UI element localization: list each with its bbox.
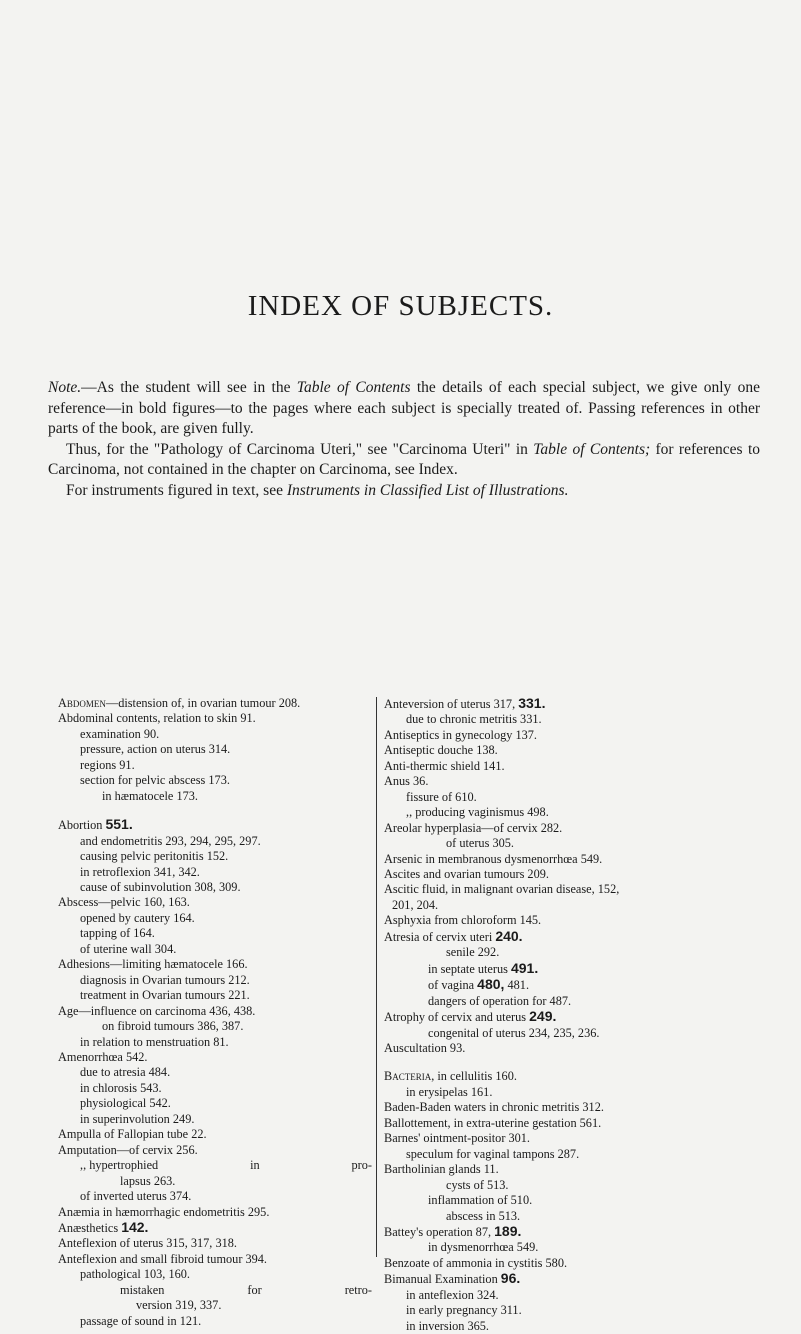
index-column-left bbox=[58, 696, 372, 1329]
index-subentry: lapsus 263. bbox=[120, 1173, 176, 1188]
index-subentry: causing pelvic peritonitis 152. bbox=[80, 849, 229, 864]
bold-page-ref: 96. bbox=[500, 1270, 521, 1287]
index-entry bbox=[58, 817, 372, 833]
entry-text: ,, hypertrophied bbox=[80, 1158, 159, 1173]
bold-page-ref: 142. bbox=[121, 1218, 149, 1235]
note-paragraph-3 bbox=[48, 481, 760, 502]
entry-text: retro- bbox=[344, 1282, 372, 1297]
column-divider bbox=[376, 697, 377, 1257]
index-entry: Asphyxia from chloroform 145. bbox=[384, 913, 542, 928]
bold-page-ref: 551. bbox=[105, 816, 133, 833]
index-subentry: version 319, 337. bbox=[136, 1298, 222, 1313]
index-subentry: on fibroid tumours 386, 387. bbox=[102, 1019, 244, 1034]
index-entry bbox=[384, 696, 720, 712]
index-entry: Barnes' ointment-positor 301. bbox=[384, 1131, 531, 1146]
note-text: For instruments figured in text, see bbox=[66, 481, 287, 499]
index-entry: Amputation—of cervix 256. bbox=[58, 1142, 198, 1157]
index-subentry: congenital of uterus 234, 235, 236. bbox=[428, 1025, 600, 1040]
bold-page-ref: 249. bbox=[529, 1008, 557, 1025]
note-italic: Table of Contents bbox=[296, 379, 411, 396]
index-entry: Antiseptics in gynecology 137. bbox=[384, 727, 538, 742]
index-entry bbox=[384, 1009, 720, 1025]
index-entry: Anteflexion and small fibroid tumour 394. bbox=[58, 1251, 268, 1266]
index-subentry: in chlorosis 543. bbox=[80, 1080, 162, 1095]
note-label: Note. bbox=[48, 379, 82, 396]
index-subentry: pathological 103, 160. bbox=[80, 1267, 190, 1282]
index-subentry: in relation to menstruation 81. bbox=[80, 1034, 229, 1049]
index-subentry: in erysipelas 161. bbox=[406, 1084, 493, 1099]
index-subentry: regions 91. bbox=[80, 757, 135, 772]
index-subentry bbox=[58, 1283, 372, 1298]
bold-page-ref: 480, bbox=[477, 976, 505, 993]
index-subentry: of inverted uterus 374. bbox=[80, 1189, 192, 1204]
entry-head: Bacteria bbox=[384, 1069, 432, 1084]
index-subentry: senile 292. bbox=[446, 945, 500, 960]
entry-text: pro- bbox=[351, 1158, 372, 1173]
index-entry: Arsenic in membranous dysmenorrhœa 549. bbox=[384, 851, 603, 866]
index-subentry: pressure, action on uterus 314. bbox=[80, 742, 231, 757]
index-subentry: due to atresia 484. bbox=[80, 1065, 171, 1080]
index-subentry: in dysmenorrhœa 549. bbox=[428, 1240, 539, 1255]
note-text: for references to Carcinoma, not contained in the chapter on Carcinoma, see Index. bbox=[48, 440, 760, 478]
index-subentry: ,, producing vaginismus 498. bbox=[406, 805, 549, 820]
entry-text: , in cellulitis 160. bbox=[431, 1069, 517, 1084]
index-entry: Auscultation 93. bbox=[384, 1040, 466, 1055]
index-subentry: fissure of 610. bbox=[406, 789, 477, 804]
index-subentry: inflammation of 510. bbox=[428, 1193, 533, 1208]
note-section bbox=[48, 378, 760, 501]
index-entry: Adhesions—limiting hæmatocele 166. bbox=[58, 957, 248, 972]
index-entry bbox=[384, 1271, 720, 1287]
index-subentry: physiological 542. bbox=[80, 1096, 171, 1111]
entry-text: —distension of, in ovarian tumour 208. bbox=[105, 696, 301, 710]
index-subentry: cysts of 513. bbox=[446, 1177, 509, 1192]
index-entry: Ascitic fluid, in malignant ovarian disease, 152, bbox=[384, 882, 620, 897]
index-subentry: in superinvolution 249. bbox=[80, 1111, 195, 1126]
entry-text: in septate uterus bbox=[428, 961, 511, 976]
entry-text: 481. bbox=[504, 978, 530, 993]
index-entry bbox=[384, 1069, 720, 1084]
index-entry bbox=[384, 1224, 720, 1240]
index-entry: Antiseptic douche 138. bbox=[384, 743, 498, 758]
page-title: INDEX OF SUBJECTS. bbox=[247, 290, 554, 322]
entry-text: for bbox=[247, 1282, 262, 1297]
entry-head: Abdomen bbox=[58, 696, 106, 710]
index-subentry: of uterine wall 304. bbox=[80, 941, 177, 956]
bold-page-ref: 331. bbox=[518, 695, 546, 711]
entry-text: Atrophy of cervix and uterus bbox=[384, 1010, 530, 1025]
note-italic: Instruments in Classified List of Illustrations. bbox=[286, 481, 569, 499]
note-paragraph-1 bbox=[48, 378, 760, 440]
index-entry bbox=[58, 696, 372, 711]
index-entry: Ascites and ovarian tumours 209. bbox=[384, 866, 549, 881]
index-subentry: and endometritis 293, 294, 295, 297. bbox=[80, 833, 261, 848]
index-subentry: due to chronic metritis 331. bbox=[406, 712, 542, 727]
index-entry: Bartholinian glands 11. bbox=[384, 1162, 499, 1177]
note-text: Thus, for the "Pathology of Carcinoma Uteri," see "Carcinoma Uteri" in bbox=[66, 440, 534, 458]
entry-text: Battey's operation 87, bbox=[384, 1224, 495, 1239]
index-subentry: cause of subinvolution 308, 309. bbox=[80, 879, 241, 894]
entry-text: Bimanual Examination bbox=[384, 1272, 501, 1287]
entry-text: mistaken bbox=[120, 1282, 165, 1297]
index-entry: Ampulla of Fallopian tube 22. bbox=[58, 1127, 207, 1142]
index-entry bbox=[58, 1220, 372, 1236]
index-subentry: examination 90. bbox=[80, 726, 160, 741]
index-entry: Benzoate of ammonia in cystitis 580. bbox=[384, 1255, 568, 1270]
index-entry: Anteflexion of uterus 315, 317, 318. bbox=[58, 1236, 237, 1251]
entry-text: in bbox=[250, 1158, 260, 1173]
index-subentry: section for pelvic abscess 173. bbox=[80, 773, 230, 788]
index-column-right bbox=[384, 696, 720, 1334]
entry-text: Anæsthetics bbox=[58, 1220, 122, 1235]
index-entry: Anus 36. bbox=[384, 774, 429, 789]
bold-page-ref: 491. bbox=[510, 959, 539, 976]
index-subentry: treatment in Ovarian tumours 221. bbox=[80, 988, 250, 1003]
index-subentry: in retroflexion 341, 342. bbox=[80, 864, 200, 879]
entry-text: Atresia of cervix uteri bbox=[384, 929, 496, 944]
entry-text: Anteversion of uterus 317, bbox=[384, 697, 519, 711]
index-subentry: dangers of operation for 487. bbox=[428, 993, 572, 1008]
index-subentry: opened by cautery 164. bbox=[80, 910, 195, 925]
bold-page-ref: 189. bbox=[494, 1222, 522, 1239]
bold-page-ref: 240. bbox=[495, 927, 523, 944]
index-entry: Areolar hyperplasia—of cervix 282. bbox=[384, 820, 563, 835]
index-subentry bbox=[58, 1158, 372, 1173]
note-text: —As the student will see in the bbox=[81, 379, 297, 396]
entry-text: Abortion bbox=[58, 818, 106, 833]
index-entry: Abscess—pelvic 160, 163. bbox=[58, 895, 190, 910]
index-subentry: in anteflexion 324. bbox=[406, 1287, 499, 1302]
index-entry: Anti-thermic shield 141. bbox=[384, 758, 505, 773]
index-subentry: in inversion 365. bbox=[406, 1318, 489, 1333]
index-subentry bbox=[384, 977, 720, 993]
index-entry: Baden-Baden waters in chronic metritis 312. bbox=[384, 1100, 604, 1115]
note-italic: Table of Contents; bbox=[533, 440, 651, 458]
index-subentry bbox=[384, 961, 720, 977]
index-subentry: abscess in 513. bbox=[446, 1208, 521, 1223]
spacer bbox=[384, 1056, 720, 1069]
index-subentry: speculum for vaginal tampons 287. bbox=[406, 1146, 580, 1161]
entry-text: of vagina bbox=[428, 978, 478, 993]
index-entry: Ballottement, in extra-uterine gestation 561. bbox=[384, 1115, 602, 1130]
index-subentry: tapping of 164. bbox=[80, 926, 155, 941]
index-entry: 201, 204. bbox=[392, 897, 439, 912]
index-subentry: in early pregnancy 311. bbox=[406, 1303, 522, 1318]
index-subentry: diagnosis in Ovarian tumours 212. bbox=[80, 972, 250, 987]
index-entry: Age—influence on carcinoma 436, 438. bbox=[58, 1003, 256, 1018]
note-paragraph-2 bbox=[48, 440, 760, 481]
index-entry bbox=[384, 929, 720, 945]
index-entry: Amenorrhœa 542. bbox=[58, 1049, 148, 1064]
note-text: the details of each special subject, we give only one reference—in bold figures—to the pages where each subject is specially treated of. Passing references in other parts of the book, are given fully. bbox=[48, 379, 760, 437]
index-subentry: in hæmatocele 173. bbox=[102, 788, 198, 803]
index-subentry: of uterus 305. bbox=[446, 836, 514, 851]
index-entry: Anæmia in hæmorrhagic endometritis 295. bbox=[58, 1204, 270, 1219]
index-entry: Abdominal contents, relation to skin 91. bbox=[58, 711, 256, 726]
index-subentry: passage of sound in 121. bbox=[80, 1313, 202, 1328]
